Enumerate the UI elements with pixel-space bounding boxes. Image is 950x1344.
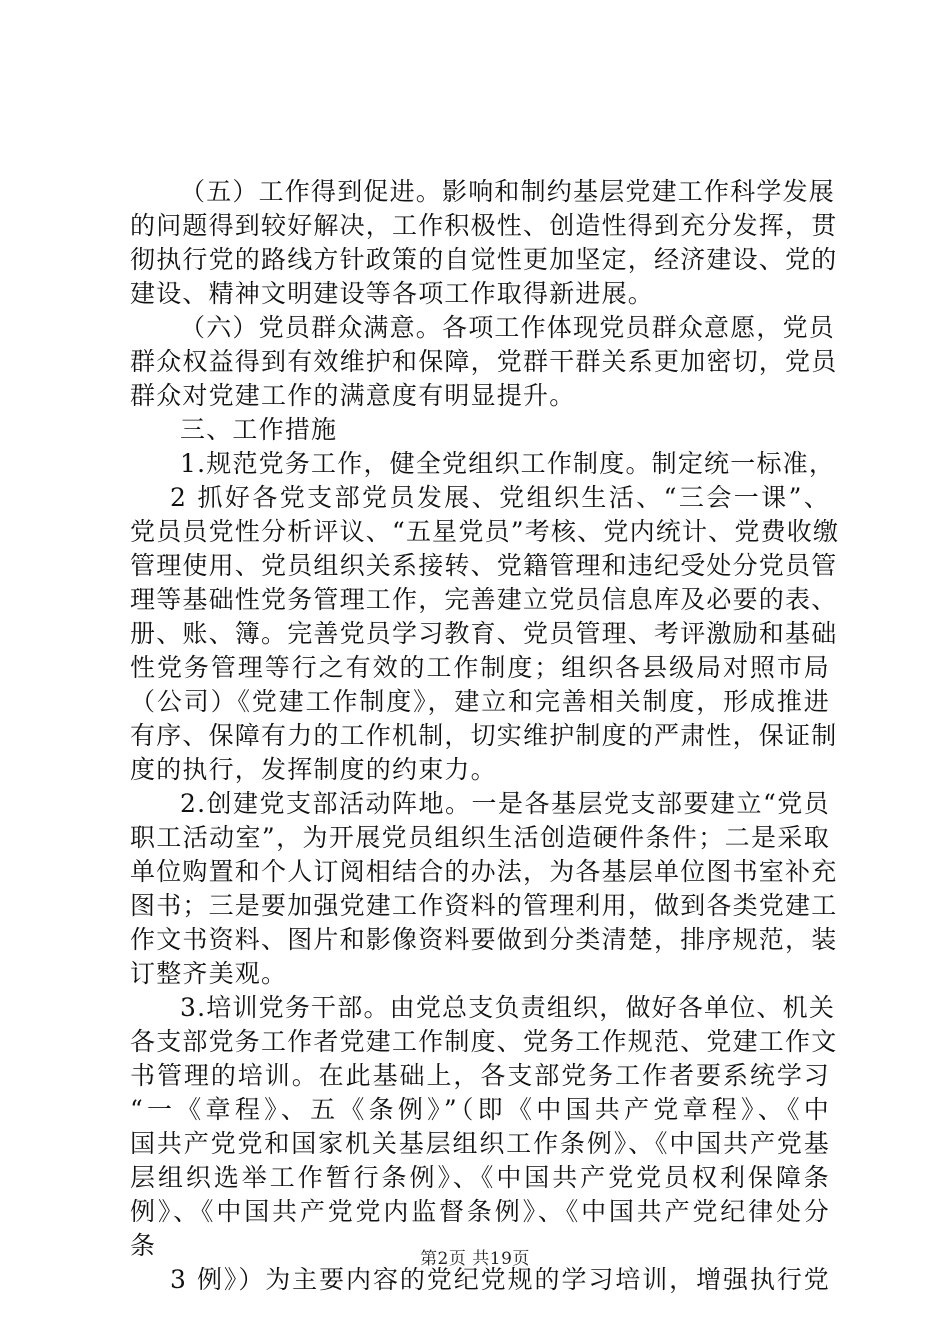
- text-line: 册、账、簿。完善党员学习教育、党员管理、考评激励和基础: [130, 619, 838, 648]
- text-line: 各支部党务工作者党建工作制度、党务工作规范、党建工作文: [130, 1027, 838, 1056]
- text-line: 有序、保障有力的工作机制，切实维护制度的严肃性，保证制: [130, 721, 838, 750]
- text-line: 订整齐美观。: [130, 959, 288, 988]
- text-line: 彻执行党的路线方针政策的自觉性更加坚定，经济建设、党的: [130, 245, 838, 274]
- text-line: “一《章程》、五《条例》”（即《中国共产党章程》、《中: [130, 1095, 830, 1124]
- text-line: 单位购置和个人订阅相结合的办法，为各基层单位图书室补充: [130, 857, 838, 886]
- text-line: 书管理的培训。在此基础上，各支部党务工作者要系统学习: [130, 1061, 830, 1090]
- page-number-footer: 第2页 共19页: [420, 1249, 530, 1269]
- text-line: 度的执行，发挥制度的约束力。: [130, 755, 497, 784]
- text-line: 的问题得到较好解决，工作积极性、创造性得到充分发挥，贯: [130, 211, 838, 240]
- text-line: 1.规范党务工作，健全党组织工作制度。制定统一标准，: [180, 449, 836, 478]
- text-line: 国共产党党和国家机关基层组织工作条例》、《中国共产党基: [130, 1129, 830, 1158]
- text-line: 建设、精神文明建设等各项工作取得新进展。: [130, 279, 655, 308]
- text-line: 群众对党建工作的满意度有明显提升。: [130, 381, 576, 410]
- text-line: 作文书资料、图片和影像资料要做到分类清楚，排序规范，装: [130, 925, 838, 954]
- text-line: 性党务管理等行之有效的工作制度；组织各县级局对照市局: [130, 653, 830, 682]
- text-line: 2.创建党支部活动阵地。一是各基层党支部要建立“党员: [180, 789, 830, 818]
- text-line: 2 抓好各党支部党员发展、党组织生活、“三会一课”、: [170, 483, 830, 512]
- document-body: [130, 175, 840, 1297]
- section-heading: 三、工作措施: [180, 415, 338, 444]
- text-line: （五）工作得到促进。影响和制约基层党建工作科学发展: [180, 177, 836, 206]
- text-line: 理等基础性党务管理工作，完善建立党员信息库及必要的表、: [130, 585, 838, 614]
- text-line: 3.培训党务干部。由党总支负责组织，做好各单位、机关: [180, 993, 836, 1022]
- text-line: 图书；三是要加强党建工作资料的管理利用，做到各类党建工: [130, 891, 838, 920]
- text-line: 例》、《中国共产党党内监督条例》、《中国共产党纪律处分: [130, 1197, 830, 1226]
- text-line: （六）党员群众满意。各项工作体现党员群众意愿，党员: [180, 313, 836, 342]
- text-line: 党员员党性分析评议、“五星党员”考核、党内统计、党费收缴: [130, 517, 840, 546]
- text-line: 3 例》）为主要内容的党纪党规的学习培训，增强执行党: [170, 1265, 830, 1294]
- text-line: 条: [130, 1231, 157, 1260]
- text-line: （公司）《党建工作制度》，建立和完善相关制度，形成推进: [130, 687, 830, 716]
- text-line: 管理使用、党员组织关系接转、党籍管理和违纪受处分党员管: [130, 551, 838, 580]
- text-line: 群众权益得到有效维护和保障，党群干群关系更加密切，党员: [130, 347, 838, 376]
- text-line: 层组织选举工作暂行条例》、《中国共产党党员权利保障条: [130, 1163, 830, 1192]
- text-line: 职工活动室”，为开展党员组织生活创造硬件条件；二是采取: [130, 823, 830, 852]
